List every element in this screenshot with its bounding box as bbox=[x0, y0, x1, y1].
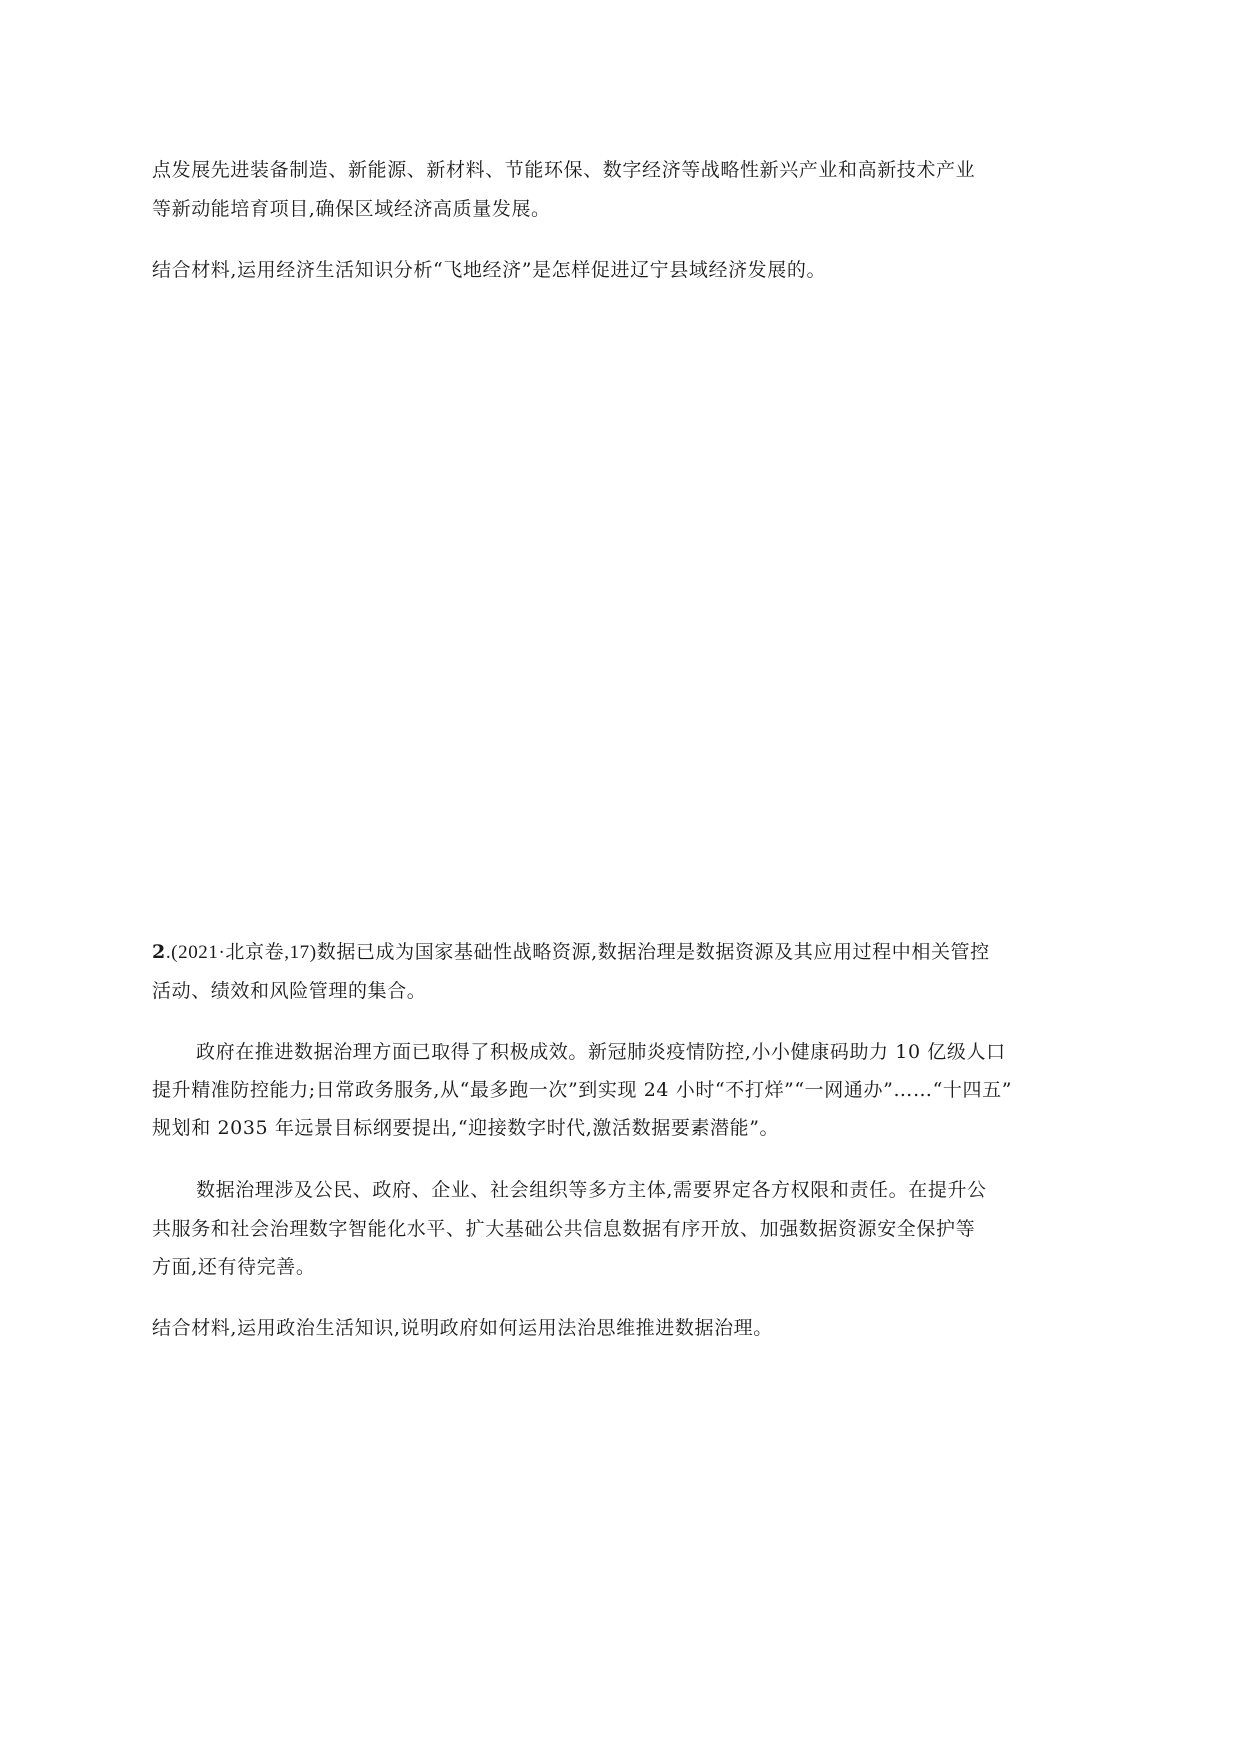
question-source: .(2021·北京卷,17) bbox=[165, 942, 317, 963]
q2-paragraph-2-line-1: 数据治理涉及公民、政府、企业、社会组织等多方主体,需要界定各方权限和责任。在提升公 bbox=[196, 1179, 987, 1201]
q1-material-line-1: 点发展先进装备制造、新能源、新材料、节能环保、数字经济等战略性新兴产业和高新技术产业 bbox=[152, 159, 976, 181]
q2-intro-text: 数据已成为国家基础性战略资源,数据治理是数据资源及其应用过程中相关管控 bbox=[316, 941, 990, 963]
q2-intro-line-2: 活动、绩效和风险管理的集合。 bbox=[152, 980, 427, 1002]
q2-paragraph-1-line-2: 提升精准防控能力;日常政务服务,从“最多跑一次”到实现 24 小时“不打烊”“一网通办”……“十四五” bbox=[152, 1079, 1013, 1101]
question-number: 2 bbox=[152, 941, 166, 963]
q1-question: 结合材料,运用经济生活知识分析“飞地经济”是怎样促进辽宁县域经济发展的。 bbox=[152, 259, 827, 281]
q2-paragraph-1-line-1: 政府在推进数据治理方面已取得了积极成效。新冠肺炎疫情防控,小小健康码助力 10 亿级人口 bbox=[196, 1041, 1006, 1063]
q2-paragraph-2-line-2: 共服务和社会治理数字智能化水平、扩大基础公共信息数据有序开放、加强数据资源安全保护等 bbox=[152, 1218, 976, 1240]
q1-material-line-2: 等新动能培育项目,确保区域经济高质量发展。 bbox=[152, 198, 551, 220]
q2-paragraph-2-line-3: 方面,还有待完善。 bbox=[152, 1256, 316, 1278]
q2-paragraph-1-line-3: 规划和 2035 年远景目标纲要提出,“迎接数字时代,激活数据要素潜能”。 bbox=[152, 1117, 780, 1139]
q2-intro-line-1 bbox=[152, 940, 990, 965]
q2-question: 结合材料,运用政治生活知识,说明政府如何运用法治思维推进数据治理。 bbox=[152, 1317, 773, 1339]
